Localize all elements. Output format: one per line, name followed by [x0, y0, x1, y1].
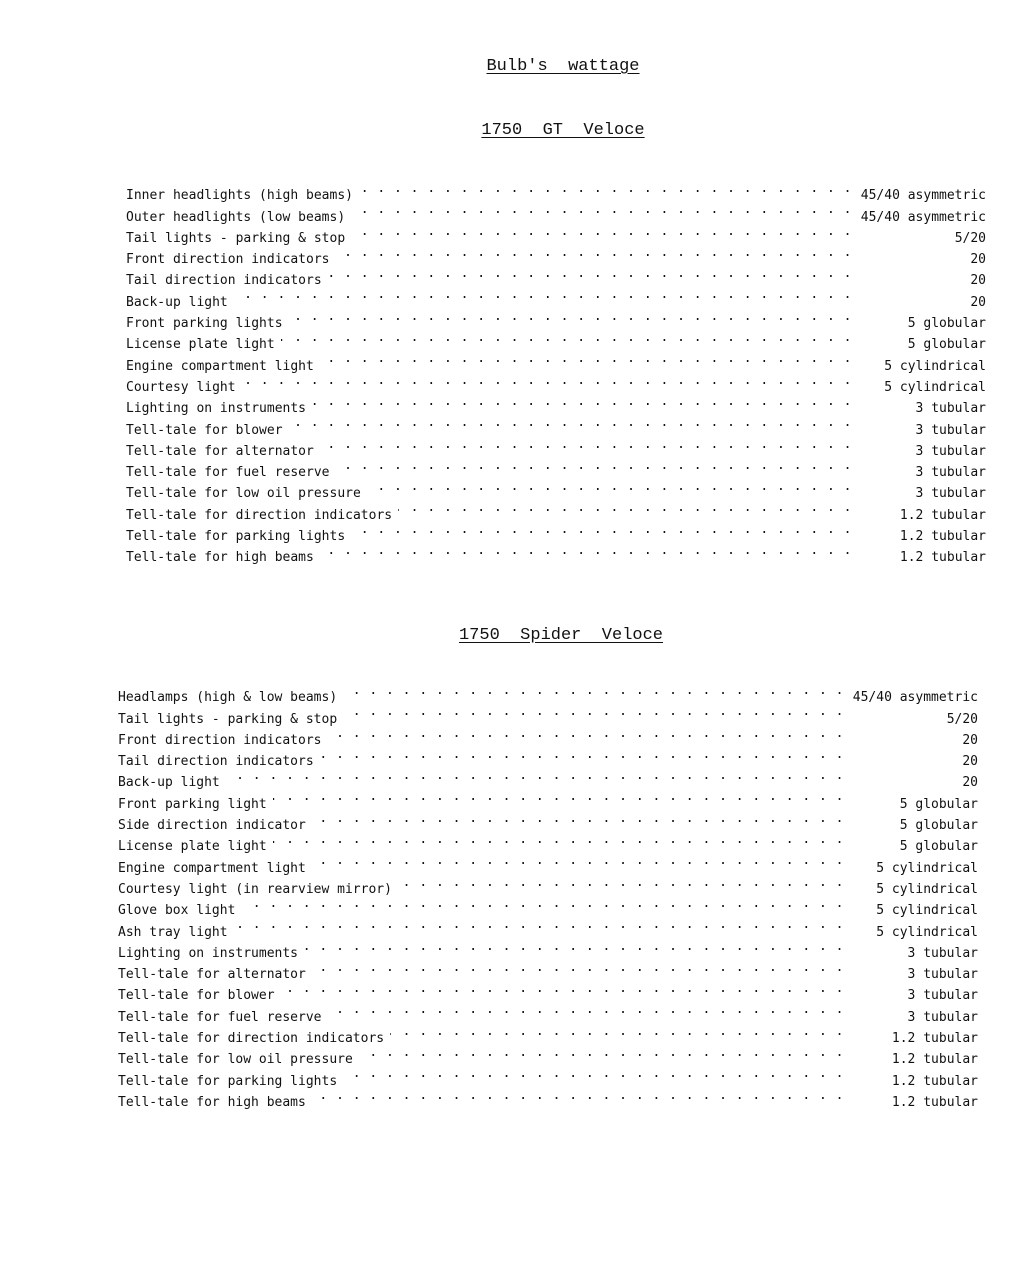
dot-leader: [312, 850, 844, 871]
dot-leader: [234, 914, 844, 935]
dot-leader: [273, 786, 844, 807]
bulb-label: Tail lights - parking & stop: [118, 711, 338, 727]
dot-leader: [351, 519, 852, 540]
bulb-wattage: 3 tubular: [915, 465, 986, 481]
bulb-wattage: 45/40 asymmetric: [860, 188, 986, 204]
bulb-wattage: 3 tubular: [915, 486, 986, 502]
bulb-label: Front direction indicators: [126, 252, 330, 268]
bulb-label: Tail lights - parking & stop: [126, 230, 346, 246]
bulb-label: Tell-tale for high beams: [118, 1094, 306, 1110]
dot-leader: [390, 1021, 844, 1042]
bulb-label: Courtesy light: [126, 379, 236, 395]
bulb-label: Tell-tale for direction indicators: [118, 1031, 385, 1047]
dot-leader: [351, 199, 852, 220]
spider-veloce-bulb-list: [118, 680, 978, 1110]
dot-leader: [328, 723, 845, 744]
dot-leader: [312, 957, 844, 978]
bulb-wattage: 3 tubular: [907, 967, 978, 983]
bulb-label: Tell-tale for parking lights: [118, 1073, 338, 1089]
bulb-label: Lighting on instruments: [126, 401, 307, 417]
dot-leader: [336, 455, 853, 476]
bulb-wattage: 1.2 tubular: [899, 550, 986, 566]
dot-leader: [281, 327, 852, 348]
bulb-label: Headlamps (high & low beams): [118, 690, 338, 706]
bulb-label: Inner headlights (high beams): [126, 188, 353, 204]
bulb-wattage: 20: [962, 732, 978, 748]
dot-leader: [312, 391, 852, 412]
bulb-label: Tell-tale for high beams: [126, 550, 314, 566]
bulb-wattage: 5 globular: [907, 316, 986, 332]
bulb-label: Tell-tale for low oil pressure: [118, 1052, 353, 1068]
bulb-label: Tail direction indicators: [118, 754, 314, 770]
dot-leader: [359, 1042, 844, 1063]
bulb-wattage: 45/40 asymmetric: [852, 690, 978, 706]
dot-leader: [320, 744, 844, 765]
bulb-label: Lighting on instruments: [118, 945, 299, 961]
bulb-wattage: 5 cylindrical: [876, 903, 978, 919]
dot-leader: [289, 306, 852, 327]
dot-leader: [398, 497, 852, 518]
bulb-wattage: 3 tubular: [915, 422, 986, 438]
bulb-wattage: 3 tubular: [907, 1009, 978, 1025]
bulb-label: Courtesy light (in rearview mirror): [118, 881, 392, 897]
dot-leader: [328, 999, 845, 1020]
table-row: [126, 178, 986, 204]
dot-leader: [281, 978, 844, 999]
bulb-label: License plate light: [118, 839, 267, 855]
bulb-wattage: 5 cylindrical: [876, 860, 978, 876]
dot-leader: [320, 348, 852, 369]
bulb-wattage: 1.2 tubular: [899, 529, 986, 545]
table-row: [118, 680, 978, 706]
bulb-wattage: 5 globular: [899, 796, 978, 812]
bulb-wattage: 20: [962, 775, 978, 791]
bulb-wattage: 20: [962, 754, 978, 770]
dot-leader: [336, 242, 853, 263]
document-title: Bulb's wattage: [486, 57, 640, 76]
bulb-wattage: 20: [970, 252, 986, 268]
bulb-label: Front parking light: [118, 796, 267, 812]
dot-leader: [234, 284, 852, 305]
bulb-label: Tell-tale for fuel reserve: [126, 465, 330, 481]
dot-leader: [289, 412, 852, 433]
bulb-wattage: 20: [970, 273, 986, 289]
bulb-label: Engine compartment light: [126, 358, 314, 374]
bulb-label: Tell-tale for fuel reserve: [118, 1009, 322, 1025]
dot-leader: [343, 680, 844, 701]
bulb-wattage: 3 tubular: [915, 443, 986, 459]
gt-veloce-heading: 1750 GT Veloce: [481, 121, 645, 140]
dot-leader: [304, 936, 844, 957]
bulb-label: Tell-tale for alternator: [118, 967, 306, 983]
bulb-label: Back-up light: [118, 775, 220, 791]
bulb-wattage: 5 cylindrical: [876, 881, 978, 897]
dot-leader: [359, 178, 852, 199]
bulb-label: Tell-tale for low oil pressure: [126, 486, 361, 502]
bulb-label: Tail direction indicators: [126, 273, 322, 289]
bulb-wattage: 3 tubular: [907, 945, 978, 961]
dot-leader: [273, 829, 844, 850]
dot-leader: [312, 1085, 844, 1106]
bulb-wattage: 1.2 tubular: [891, 1052, 978, 1068]
bulb-label: Tell-tale for parking lights: [126, 529, 346, 545]
dot-leader: [312, 808, 844, 829]
spider-veloce-heading: 1750 Spider Veloce: [458, 626, 664, 645]
bulb-wattage: 5 globular: [907, 337, 986, 353]
dot-leader: [351, 221, 852, 242]
bulb-label: Front direction indicators: [118, 732, 322, 748]
bulb-wattage: 3 tubular: [915, 401, 986, 417]
bulb-label: Tell-tale for blower: [126, 422, 283, 438]
bulb-label: Outer headlights (low beams): [126, 209, 346, 225]
dot-leader: [343, 701, 844, 722]
bulb-label: Ash tray light: [118, 924, 228, 940]
gt-veloce-bulb-list: [126, 178, 986, 566]
bulb-wattage: 45/40 asymmetric: [860, 209, 986, 225]
bulb-label: Tell-tale for blower: [118, 988, 275, 1004]
bulb-wattage: 3 tubular: [907, 988, 978, 1004]
bulb-label: License plate light: [126, 337, 275, 353]
dot-leader: [367, 476, 852, 497]
bulb-label: Back-up light: [126, 294, 228, 310]
bulb-wattage: 1.2 tubular: [899, 507, 986, 523]
bulb-wattage: 5/20: [946, 711, 978, 727]
bulb-wattage: 5 cylindrical: [884, 379, 986, 395]
bulb-wattage: 1.2 tubular: [891, 1073, 978, 1089]
dot-leader: [398, 872, 844, 893]
bulb-wattage: 1.2 tubular: [891, 1094, 978, 1110]
dot-leader: [241, 893, 844, 914]
bulb-label: Glove box light: [118, 903, 236, 919]
bulb-label: Engine compartment light: [118, 860, 306, 876]
dot-leader: [328, 263, 852, 284]
bulb-wattage: 5 cylindrical: [876, 924, 978, 940]
bulb-wattage: 5 globular: [899, 818, 978, 834]
bulb-wattage: 20: [970, 294, 986, 310]
bulb-wattage: 5 globular: [899, 839, 978, 855]
dot-leader: [226, 765, 844, 786]
bulb-label: Tell-tale for direction indicators: [126, 507, 393, 523]
bulb-label: Side direction indicator: [118, 818, 306, 834]
bulb-wattage: 1.2 tubular: [891, 1031, 978, 1047]
bulb-label: Tell-tale for alternator: [126, 443, 314, 459]
dot-leader: [320, 540, 852, 561]
dot-leader: [343, 1063, 844, 1084]
bulb-wattage: 5/20: [954, 230, 986, 246]
bulb-wattage: 5 cylindrical: [884, 358, 986, 374]
dot-leader: [242, 370, 852, 391]
dot-leader: [320, 434, 852, 455]
bulb-label: Front parking lights: [126, 316, 283, 332]
